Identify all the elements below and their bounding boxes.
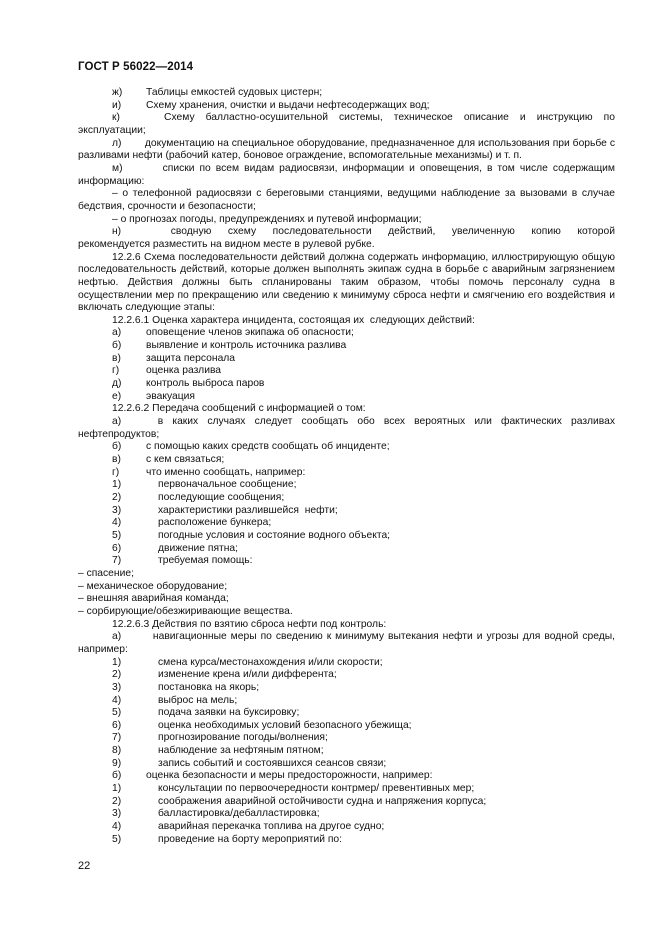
dash-item: – спасение; [78, 567, 134, 579]
dash-item: – о телефонной радиосвязи с береговыми станциями, ведущими наблюдение за вызовами в случае бедствия, срочности и безопасности; [78, 188, 615, 212]
paragraph-12-2-6-2: 12.2.6.2 Передача сообщений с информацией о том: [112, 403, 366, 415]
list-item: в) защита персонала [112, 352, 236, 364]
list-item: 3) постановка на якорь; [112, 681, 260, 693]
list-item: 2) изменение крена и/или дифферента; [112, 669, 337, 681]
paragraph-k: к) Схему балластно-осушительной системы, техническое описание и инструкцию по эксплуатации; [78, 112, 618, 136]
paragraph-a2: а) в каких случаях следует сообщать обо всех вероятных или фактических разливах нефтепродуктов; [78, 416, 618, 440]
list-item: 2) последующие сообщения; [112, 492, 285, 503]
list-item: 6) оценка необходимых условий безопасного убежища; [112, 719, 412, 731]
list-item: е) эвакуация [112, 390, 195, 402]
paragraph-a3: а) навигационные меры по сведению к минимуму вытекания нефти и угрозы для водной среды, например: [78, 631, 618, 655]
dash-item: – механическое оборудование; [78, 580, 228, 592]
document-body [78, 87, 618, 846]
list-item: 8) наблюдение за нефтяным пятном; [112, 745, 324, 757]
list-item: 1) консультации по первоочередности контрмер/ превентивных мер; [112, 783, 475, 795]
list-1 [78, 327, 615, 403]
list-2-numbered [78, 479, 615, 568]
dash-item: – о прогнозах погоды, предупреждениях и путевой информации; [112, 213, 422, 225]
paragraph-n: н) сводную схему последовательности действий, увеличенную копию которой рекомендуется разместить на видном месте в рулевой рубке. [78, 226, 618, 250]
list-item: ж) Таблицы емкостей судовых цистерн; [112, 87, 323, 98]
list-item: 1) смена курса/местонахождения и/или скорости; [112, 656, 383, 668]
list-item: д) контроль выброса паров [112, 378, 265, 390]
list-item: 1) первоначальное сообщение; [112, 479, 297, 491]
list-2 [78, 441, 615, 479]
list-item: б) оценка безопасности и меры предосторожности, например: [112, 770, 433, 782]
dash-item: – внешняя аварийная команда; [78, 593, 229, 605]
list-item: б) выявление и контроль источника разлива [112, 340, 347, 352]
list-item: в) с кем связаться; [112, 454, 225, 466]
list-item: 6) движение пятна; [112, 542, 239, 554]
paragraph-12-2-6: 12.2.6 Схема последовательности действий должна содержать информацию, иллюстрирующую общую последовательность действий, которые должен выполнять экипаж судна в борьбе с аварийным загрязнением нефтью. Действия должны быть спланированы таким образом, чтобы помочь персоналу судна в осуществлении мер по прекращению или сведению к минимуму сброса нефти и смягчению его воздействия и включать следующие этапы: [78, 251, 615, 314]
page-number: 22 [78, 860, 91, 872]
list-item: 4) выброс на мель; [112, 694, 238, 706]
list-item: 2) соображения аварийной остойчивости судна и напряжения корпуса; [112, 795, 487, 807]
paragraph-12-2-6-3: 12.2.6.3 Действия по взятию сброса нефти под контроль: [112, 618, 387, 630]
paragraph-l: л) документацию на специальное оборудование, предназначенное для использования при борьбе с разливами нефти (рабочий катер, боновое ограждение, вспомогательные механизмы) и т. п. [78, 137, 618, 162]
list-item: 3) характеристики разлившейся нефти; [112, 504, 338, 516]
list-item: 7) требуемая помощь: [112, 555, 253, 567]
list-item: 3) балластировка/дебалластировка; [112, 808, 320, 820]
list-item: а) оповещение членов экипажа об опасности; [112, 327, 354, 339]
paragraph-m: м) списки по всем видам радиосвязи, информации и оповещения, в том числе содержащим информацию: [78, 162, 618, 187]
list-4-numbered [78, 783, 615, 846]
list-item: 7) прогнозирование погоды/волнения; [112, 732, 328, 744]
dash-list [78, 568, 615, 619]
list-item: г) что именно сообщать, например: [112, 466, 306, 478]
list-item: 4) расположение бункера; [112, 517, 272, 529]
dash-item: – сорбирующие/обезжиривающие вещества. [78, 605, 293, 617]
list-item: г) оценка разлива [112, 365, 222, 377]
list-item: 4) аварийная перекачка топлива на другое судно; [112, 821, 385, 833]
list-item: 5) проведение на борту мероприятий по: [112, 833, 343, 845]
list-item: 5) подача заявки на буксировку; [112, 707, 300, 719]
list-item: 5) погодные условия и состояние водного объекта; [112, 529, 391, 541]
paragraph-12-2-6-1: 12.2.6.1 Оценка характера инцидента, состоящая их следующих действий: [112, 314, 475, 326]
document-header: ГОСТ Р 56022—2014 [78, 61, 194, 73]
list-item: б) с помощью каких средств сообщать об инциденте; [112, 441, 390, 453]
list-3-numbered [78, 657, 615, 771]
list-item: 9) запись событий и состоявшихся сеансов связи; [112, 757, 387, 769]
list-item: и) Схему хранения, очистки и выдачи нефтесодержащих вод; [112, 99, 430, 111]
